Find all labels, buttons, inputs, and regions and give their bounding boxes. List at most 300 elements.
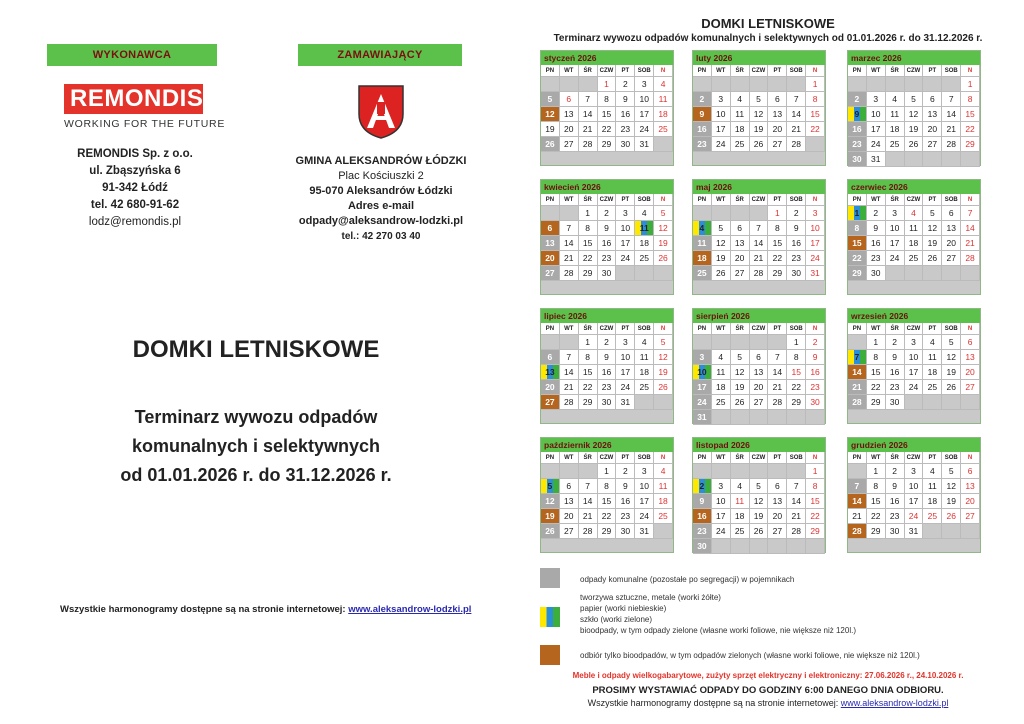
empty-day-cell	[848, 335, 867, 350]
day-cell: 29	[768, 266, 787, 281]
day-cell: 5	[541, 92, 560, 107]
day-cell: 20	[768, 122, 787, 137]
day-cell: 7	[750, 221, 769, 236]
empty-day-cell	[693, 335, 712, 350]
empty-day-cell	[693, 206, 712, 221]
day-cell: 17	[905, 365, 924, 380]
weekday-header: ŚR	[579, 194, 598, 206]
day-cell: 27	[942, 251, 961, 266]
day-cell: 17	[635, 107, 654, 122]
month-calendar	[540, 50, 674, 166]
day-cell: 26	[654, 251, 673, 266]
day-cell: 25	[923, 509, 942, 524]
empty-day-cell	[712, 410, 731, 425]
right-footnote-link[interactable]: www.aleksandrow-lodzki.pl	[840, 698, 949, 708]
weekday-header: CZW	[905, 194, 924, 206]
month-title: styczeń 2026	[541, 51, 673, 65]
day-cell: 19	[654, 365, 673, 380]
month-calendar	[692, 50, 826, 166]
client-name: GMINA ALEKSANDRÓW ŁÓDZKI	[295, 155, 467, 167]
empty-day-cell	[923, 152, 942, 167]
day-cell: 12	[712, 236, 731, 251]
day-cell: 1	[806, 77, 825, 92]
weekday-header: PT	[768, 194, 787, 206]
day-cell: 24	[886, 251, 905, 266]
weekday-header: SOB	[942, 452, 961, 464]
empty-day-cell	[923, 524, 942, 539]
empty-day-cell	[942, 77, 961, 92]
contractor-name: REMONDIS Sp. z o.o.	[77, 148, 193, 160]
weekday-header: CZW	[905, 65, 924, 77]
day-cell: 3	[693, 350, 712, 365]
day-cell: 28	[579, 524, 598, 539]
month-grid	[848, 323, 980, 410]
weekday-header: N	[654, 452, 673, 464]
day-cell: 5	[750, 92, 769, 107]
day-cell: 4	[654, 464, 673, 479]
day-cell: 10	[905, 479, 924, 494]
weekday-header: SOB	[787, 323, 806, 335]
day-cell: 13	[768, 494, 787, 509]
day-cell: 19	[731, 380, 750, 395]
day-cell: 3	[635, 464, 654, 479]
day-cell: 8	[579, 350, 598, 365]
empty-day-cell	[560, 77, 579, 92]
weekday-header: PT	[923, 194, 942, 206]
day-cell: 10	[905, 350, 924, 365]
day-cell: 27	[731, 266, 750, 281]
day-cell: 14	[848, 365, 867, 380]
client-phone: tel.: 42 270 03 40	[341, 231, 421, 242]
left-footnote	[60, 604, 471, 615]
day-cell: 20	[750, 380, 769, 395]
month-calendar	[847, 308, 981, 424]
day-cell: 19	[750, 509, 769, 524]
day-cell: 17	[616, 365, 635, 380]
day-cell: 4	[923, 464, 942, 479]
day-cell: 28	[579, 137, 598, 152]
day-cell: 5	[654, 335, 673, 350]
day-cell: 15	[867, 494, 886, 509]
weekday-header: PT	[923, 452, 942, 464]
day-cell: 28	[942, 137, 961, 152]
day-cell: 24	[616, 380, 635, 395]
weekday-header: PT	[768, 452, 787, 464]
empty-day-cell	[712, 539, 731, 554]
day-cell: 10	[712, 107, 731, 122]
day-cell: 22	[848, 251, 867, 266]
day-cell: 11	[654, 479, 673, 494]
day-cell: 29	[867, 395, 886, 410]
day-cell: 31	[905, 524, 924, 539]
day-cell: 10	[635, 92, 654, 107]
weekday-header: ŚR	[731, 65, 750, 77]
weekday-header: N	[961, 65, 980, 77]
day-cell: 24	[806, 251, 825, 266]
day-cell: 3	[712, 92, 731, 107]
day-cell: 4	[635, 335, 654, 350]
day-cell: 16	[616, 494, 635, 509]
empty-day-cell	[560, 464, 579, 479]
empty-day-cell	[560, 206, 579, 221]
day-cell: 17	[806, 236, 825, 251]
day-cell: 26	[712, 266, 731, 281]
day-cell: 8	[961, 92, 980, 107]
client-email[interactable]: odpady@aleksandrow-lodzki.pl	[298, 215, 464, 227]
weekday-header: CZW	[750, 323, 769, 335]
day-cell: 20	[923, 122, 942, 137]
empty-day-cell	[961, 266, 980, 281]
day-cell: 9	[616, 479, 635, 494]
day-cell: 30	[598, 395, 617, 410]
month-calendar	[692, 308, 826, 424]
day-cell: 22	[806, 122, 825, 137]
day-cell: 13	[541, 236, 560, 251]
month-title: październik 2026	[541, 438, 673, 452]
day-cell: 27	[560, 137, 579, 152]
day-cell: 4	[635, 206, 654, 221]
day-cell: 28	[560, 395, 579, 410]
weekday-header: CZW	[598, 194, 617, 206]
day-cell: 8	[598, 92, 617, 107]
empty-day-cell	[750, 77, 769, 92]
empty-day-cell	[905, 77, 924, 92]
day-cell: 23	[806, 380, 825, 395]
weekday-header: SOB	[942, 323, 961, 335]
day-cell: 30	[806, 395, 825, 410]
month-calendar	[847, 50, 981, 166]
day-cell: 10	[867, 107, 886, 122]
month-grid	[848, 194, 980, 281]
month-calendar	[847, 437, 981, 553]
day-cell: 4	[712, 350, 731, 365]
empty-day-cell	[750, 206, 769, 221]
day-cell: 23	[616, 122, 635, 137]
day-cell: 10	[693, 365, 712, 380]
day-cell: 19	[750, 122, 769, 137]
day-cell: 2	[616, 464, 635, 479]
weekday-header: SOB	[787, 452, 806, 464]
day-cell: 8	[867, 350, 886, 365]
day-cell: 25	[923, 380, 942, 395]
contractor-tab: WYKONAWCA	[47, 44, 217, 66]
day-cell: 25	[635, 380, 654, 395]
day-cell: 18	[635, 365, 654, 380]
day-cell: 6	[541, 221, 560, 236]
legend-plastic: tworzywa sztuczne, metale (worki żółte)	[580, 593, 721, 602]
day-cell: 2	[848, 92, 867, 107]
day-cell: 6	[923, 92, 942, 107]
weekday-header: SOB	[787, 194, 806, 206]
day-cell: 13	[560, 494, 579, 509]
day-cell: 6	[942, 206, 961, 221]
weekday-header: WT	[560, 323, 579, 335]
day-cell: 18	[654, 494, 673, 509]
day-cell: 13	[560, 107, 579, 122]
empty-day-cell	[693, 77, 712, 92]
contractor-contact	[70, 146, 200, 231]
left-footnote-link[interactable]: www.aleksandrow-lodzki.pl	[348, 604, 472, 615]
day-cell: 9	[693, 494, 712, 509]
day-cell: 2	[616, 77, 635, 92]
day-cell: 18	[693, 251, 712, 266]
day-cell: 25	[712, 395, 731, 410]
weekday-header: ŚR	[731, 323, 750, 335]
weekday-header: PN	[541, 323, 560, 335]
weekday-header: ŚR	[579, 323, 598, 335]
day-cell: 23	[848, 137, 867, 152]
day-cell: 27	[541, 395, 560, 410]
weekday-header: N	[806, 194, 825, 206]
day-cell: 9	[886, 350, 905, 365]
day-cell: 19	[712, 251, 731, 266]
legend-selective-text	[580, 592, 856, 636]
month-title: sierpień 2026	[693, 309, 825, 323]
day-cell: 3	[905, 335, 924, 350]
day-cell: 22	[787, 380, 806, 395]
weekday-header: PT	[616, 194, 635, 206]
day-cell: 30	[598, 266, 617, 281]
weekday-header: ŚR	[579, 452, 598, 464]
day-cell: 29	[806, 524, 825, 539]
weekday-header: CZW	[905, 452, 924, 464]
month-grid	[541, 65, 673, 152]
weekday-header: PN	[848, 323, 867, 335]
day-cell: 14	[579, 107, 598, 122]
day-cell: 13	[750, 365, 769, 380]
day-cell: 22	[867, 380, 886, 395]
weekday-header: N	[806, 323, 825, 335]
day-cell: 11	[731, 107, 750, 122]
day-cell: 1	[867, 464, 886, 479]
month-grid	[693, 323, 825, 425]
day-cell: 3	[905, 464, 924, 479]
day-cell: 4	[905, 206, 924, 221]
day-cell: 2	[693, 479, 712, 494]
empty-day-cell	[848, 464, 867, 479]
day-cell: 1	[806, 464, 825, 479]
empty-day-cell	[768, 335, 787, 350]
weekday-header: SOB	[635, 452, 654, 464]
day-cell: 10	[635, 479, 654, 494]
day-cell: 22	[579, 251, 598, 266]
day-cell: 19	[541, 509, 560, 524]
day-cell: 18	[654, 107, 673, 122]
day-cell: 28	[768, 395, 787, 410]
day-cell: 18	[731, 122, 750, 137]
empty-day-cell	[806, 137, 825, 152]
day-cell: 22	[961, 122, 980, 137]
day-cell: 21	[787, 122, 806, 137]
day-cell: 2	[886, 335, 905, 350]
day-cell: 9	[616, 92, 635, 107]
day-cell: 19	[923, 236, 942, 251]
day-cell: 3	[712, 479, 731, 494]
day-cell: 9	[848, 107, 867, 122]
day-cell: 8	[787, 350, 806, 365]
day-cell: 18	[886, 122, 905, 137]
day-cell: 28	[787, 524, 806, 539]
empty-day-cell	[731, 539, 750, 554]
day-cell: 27	[961, 509, 980, 524]
empty-day-cell	[712, 335, 731, 350]
weekday-header: N	[654, 65, 673, 77]
day-cell: 18	[731, 509, 750, 524]
empty-day-cell	[579, 77, 598, 92]
client-street: Plac Kościuszki 2	[338, 170, 424, 182]
contractor-city: 91-342 Łódź	[102, 182, 168, 194]
day-cell: 31	[635, 524, 654, 539]
day-cell: 16	[787, 236, 806, 251]
right-footnote	[512, 698, 1024, 708]
day-cell: 24	[635, 122, 654, 137]
day-cell: 5	[712, 221, 731, 236]
day-cell: 24	[712, 524, 731, 539]
day-cell: 6	[768, 92, 787, 107]
day-cell: 12	[923, 221, 942, 236]
day-cell: 17	[635, 494, 654, 509]
day-cell: 16	[616, 107, 635, 122]
empty-day-cell	[905, 395, 924, 410]
empty-day-cell	[750, 335, 769, 350]
day-cell: 3	[806, 206, 825, 221]
day-cell: 13	[961, 350, 980, 365]
day-cell: 24	[693, 395, 712, 410]
empty-day-cell	[654, 137, 673, 152]
empty-day-cell	[654, 266, 673, 281]
day-cell: 12	[541, 107, 560, 122]
empty-day-cell	[961, 524, 980, 539]
weekday-header: PT	[616, 452, 635, 464]
day-cell: 11	[635, 221, 654, 236]
day-cell: 19	[654, 236, 673, 251]
contractor-email[interactable]: lodz@remondis.pl	[88, 216, 182, 228]
day-cell: 12	[731, 365, 750, 380]
day-cell: 10	[616, 221, 635, 236]
day-cell: 16	[848, 122, 867, 137]
empty-day-cell	[923, 395, 942, 410]
day-cell: 12	[750, 494, 769, 509]
month-grid	[541, 452, 673, 539]
day-cell: 26	[750, 137, 769, 152]
day-cell: 15	[787, 365, 806, 380]
day-cell: 17	[616, 236, 635, 251]
legend-paper: papier (worki niebieskie)	[580, 604, 667, 613]
weekday-header: WT	[712, 65, 731, 77]
month-grid	[693, 194, 825, 281]
day-cell: 10	[616, 350, 635, 365]
day-cell: 23	[598, 251, 617, 266]
day-cell: 1	[579, 206, 598, 221]
empty-day-cell	[961, 395, 980, 410]
day-cell: 20	[731, 251, 750, 266]
weekday-header: ŚR	[886, 194, 905, 206]
empty-day-cell	[787, 410, 806, 425]
weekday-header: PN	[848, 194, 867, 206]
weekday-header: ŚR	[579, 65, 598, 77]
subtitle-line-3: od 01.01.2026 r. do 31.12.2026 r.	[120, 465, 392, 485]
day-cell: 9	[598, 350, 617, 365]
day-cell: 21	[560, 380, 579, 395]
month-calendar	[692, 437, 826, 553]
day-cell: 18	[635, 236, 654, 251]
day-cell: 9	[867, 221, 886, 236]
empty-day-cell	[616, 266, 635, 281]
contractor-phone: tel. 42 680-91-62	[90, 199, 180, 211]
day-cell: 26	[654, 380, 673, 395]
day-cell: 8	[867, 479, 886, 494]
day-cell: 26	[750, 524, 769, 539]
day-cell: 9	[806, 350, 825, 365]
weekday-header: PT	[616, 65, 635, 77]
day-cell: 27	[541, 266, 560, 281]
day-cell: 24	[905, 380, 924, 395]
day-cell: 14	[942, 107, 961, 122]
weekday-header: CZW	[750, 194, 769, 206]
month-title: wrzesień 2026	[848, 309, 980, 323]
empty-day-cell	[905, 152, 924, 167]
day-cell: 16	[886, 494, 905, 509]
day-cell: 26	[942, 509, 961, 524]
empty-day-cell	[886, 152, 905, 167]
weekday-header: N	[961, 194, 980, 206]
day-cell: 19	[905, 122, 924, 137]
day-cell: 18	[923, 365, 942, 380]
weekday-header: ŚR	[886, 452, 905, 464]
weekday-header: CZW	[750, 452, 769, 464]
day-cell: 3	[635, 77, 654, 92]
subtitle-line-1: Terminarz wywozu odpadów	[134, 407, 378, 427]
day-cell: 21	[768, 380, 787, 395]
empty-day-cell	[942, 266, 961, 281]
remondis-logo: REMONDIS ®	[64, 84, 203, 114]
day-cell: 11	[654, 92, 673, 107]
day-cell: 26	[541, 524, 560, 539]
right-subtitle: Terminarz wywozu odpadów komunalnych i selektywnych od 01.01.2026 r. do 31.12.2026 r.	[553, 33, 983, 44]
empty-day-cell	[654, 524, 673, 539]
empty-day-cell	[867, 77, 886, 92]
day-cell: 24	[867, 137, 886, 152]
day-cell: 4	[731, 92, 750, 107]
day-cell: 28	[750, 266, 769, 281]
day-cell: 5	[923, 206, 942, 221]
weekday-header: WT	[712, 323, 731, 335]
day-cell: 7	[787, 92, 806, 107]
empty-day-cell	[848, 77, 867, 92]
day-cell: 3	[867, 92, 886, 107]
weekday-header: WT	[867, 452, 886, 464]
empty-day-cell	[942, 152, 961, 167]
right-title: DOMKI LETNISKOWE	[701, 16, 835, 31]
day-cell: 17	[712, 122, 731, 137]
day-cell: 14	[787, 494, 806, 509]
empty-day-cell	[923, 77, 942, 92]
day-cell: 17	[886, 236, 905, 251]
month-calendar	[540, 308, 674, 424]
weekday-header: PN	[693, 452, 712, 464]
weekday-header: PN	[541, 65, 560, 77]
put-out-notice: PROSIMY WYSTAWIAĆ ODPADY DO GODZINY 6:00 DANEGO DNIA ODBIORU.	[592, 685, 944, 696]
weekday-header: SOB	[942, 194, 961, 206]
empty-day-cell	[731, 464, 750, 479]
day-cell: 9	[886, 479, 905, 494]
empty-day-cell	[635, 266, 654, 281]
day-cell: 18	[923, 494, 942, 509]
day-cell: 23	[886, 509, 905, 524]
empty-day-cell	[942, 524, 961, 539]
day-cell: 7	[848, 350, 867, 365]
day-cell: 22	[867, 509, 886, 524]
